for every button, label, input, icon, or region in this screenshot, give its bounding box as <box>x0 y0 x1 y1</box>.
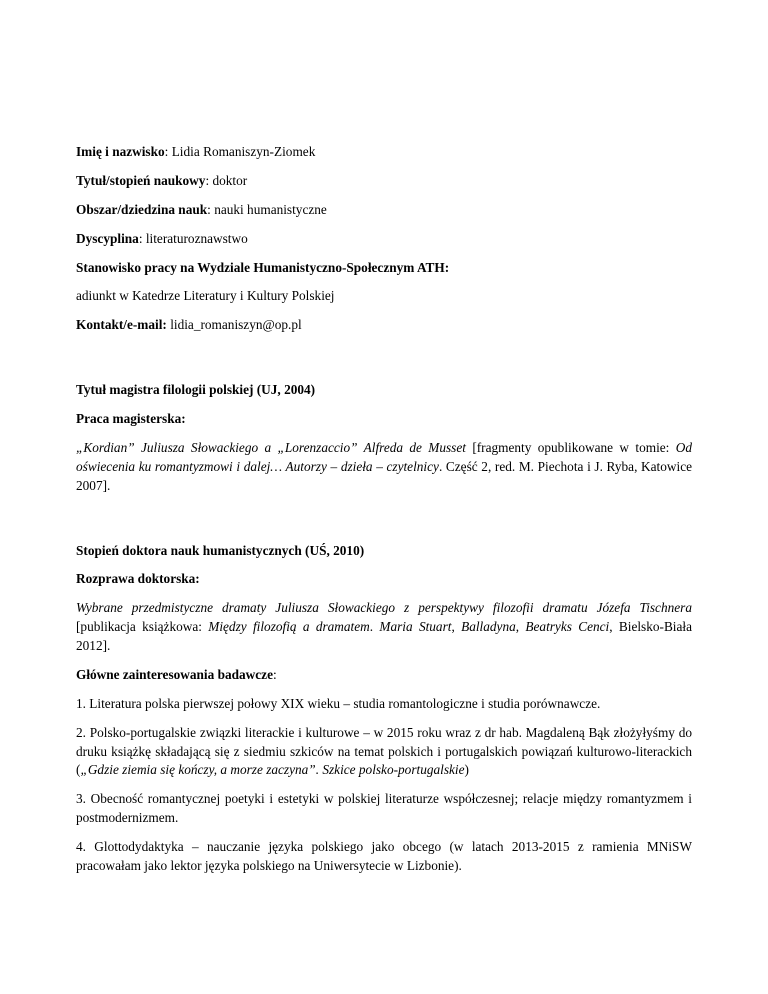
contact-label: Kontakt/e-mail: <box>76 317 167 333</box>
name-line: Imię i nazwisko: Lidia Romaniszyn-Ziomek <box>76 144 316 159</box>
position-line: Stanowisko pracy na Wydziale Humanistyczno-Społecznym ATH: <box>76 259 450 275</box>
document-content <box>76 143 692 876</box>
name-label: Imię i nazwisko <box>76 144 165 159</box>
interest-item-1: 1. Literatura polska pierwszej połowy XIX wieku – studia romantologiczne i studia porównawcze. <box>76 695 601 711</box>
discipline-value: literaturoznawstwo <box>145 230 248 246</box>
position-label: Stanowisko pracy na Wydziale Humanistyczno-Społecznym ATH <box>76 259 445 275</box>
interest-item-3: 3. Obecność romantycznej poetyki i estetyki w polskiej literaturze współczesnej; relacje między romantyzmem i postmodernizmem. <box>76 791 692 826</box>
academic-title-label: Tytuł/stopień naukowy <box>76 172 206 188</box>
discipline-label: Dyscyplina <box>76 230 139 246</box>
contact-email: lidia_romaniszyn@op.pl <box>170 317 302 333</box>
name-value: Lidia Romaniszyn-Ziomek <box>171 144 316 159</box>
academic-title-line: Tytuł/stopień naukowy: doktor <box>76 172 248 188</box>
doctorate-thesis-label: Rozprawa doktorska: <box>76 571 200 587</box>
doctorate-book-title: Między filozofią a dramatem <box>208 619 370 635</box>
discipline-line: Dyscyplina: literaturoznawstwo <box>76 230 248 246</box>
masters-book-title: Od oświecenia ku romantyzmowi i dalej… Autorzy – dzieła – czytelnicy <box>76 439 692 474</box>
masters-thesis-label: Praca magisterska: <box>76 411 186 426</box>
interest-item-2: 2. Polsko-portugalskie związki literackie i kulturowe – w 2015 roku wraz z dr hab. Magdaleną Bąk złożyłyśmy do druku książkę składającą się z siedmiu szkiców na temat polskich i portugalskich powiązań kulturowo-literackich („Gdzie ziemia się kończy, a morze zaczyna”. Szkice polsko-portugalskie) <box>76 724 692 778</box>
field-line: Obszar/dziedzina nauk: nauki humanistyczne <box>76 201 327 217</box>
position-value: adiunkt w Katedrze Literatury i Kultury Polskiej <box>76 288 335 304</box>
field-value: nauki humanistyczne <box>214 201 327 217</box>
masters-thesis-title: „Kordian” Juliusza Słowackiego a „Lorenzaccio” Alfreda de Musset <box>76 439 466 455</box>
interests-heading: Główne zainteresowania badawcze: <box>76 666 277 682</box>
masters-heading: Tytuł magistra filologii polskiej (UJ, 2004) <box>76 382 316 398</box>
doctorate-heading: Stopień doktora nauk humanistycznych (UŚ, 2010) <box>76 542 365 558</box>
doctorate-thesis-title: Wybrane przedmistyczne dramaty Juliusza Słowackiego z perspektywy filozofii dramatu Józefa Tischnera <box>76 600 692 616</box>
interest-item-2-book: „Gdzie ziemia się kończy, a morze zaczyna”. Szkice polsko-portugalskie <box>80 762 465 778</box>
academic-title-value: doktor <box>212 172 248 188</box>
masters-thesis-description: „Kordian” Juliusza Słowackiego a „Lorenzaccio” Alfreda de Musset [fragmenty opublikowane w tomie: Od oświecenia ku romantyzmowi i dalej… Autorzy – dzieła – czytelnicy. Część 2, red. M. Piechota i J. Ryba, Katowice 2007]. <box>76 439 692 493</box>
interest-item-4: 4. Glottodydaktyka – nauczanie języka polskiego jako obcego (w latach 2013-2015 z ramienia MNiSW pracowałam jako lektor języka polskiego na Uniwersytecie w Lizbonie). <box>76 839 692 873</box>
doctorate-thesis-description: Wybrane przedmistyczne dramaty Juliusza Słowackiego z perspektywy filozofii dramatu Józefa Tischnera [publikacja książkowa: Między filozofią a dramatem. Maria Stuart, Balladyna, Beatryks Cenci, Bielsko-Biała 2012]. <box>76 600 693 653</box>
field-label: Obszar/dziedzina nauk <box>76 201 208 217</box>
contact-line <box>76 316 692 335</box>
